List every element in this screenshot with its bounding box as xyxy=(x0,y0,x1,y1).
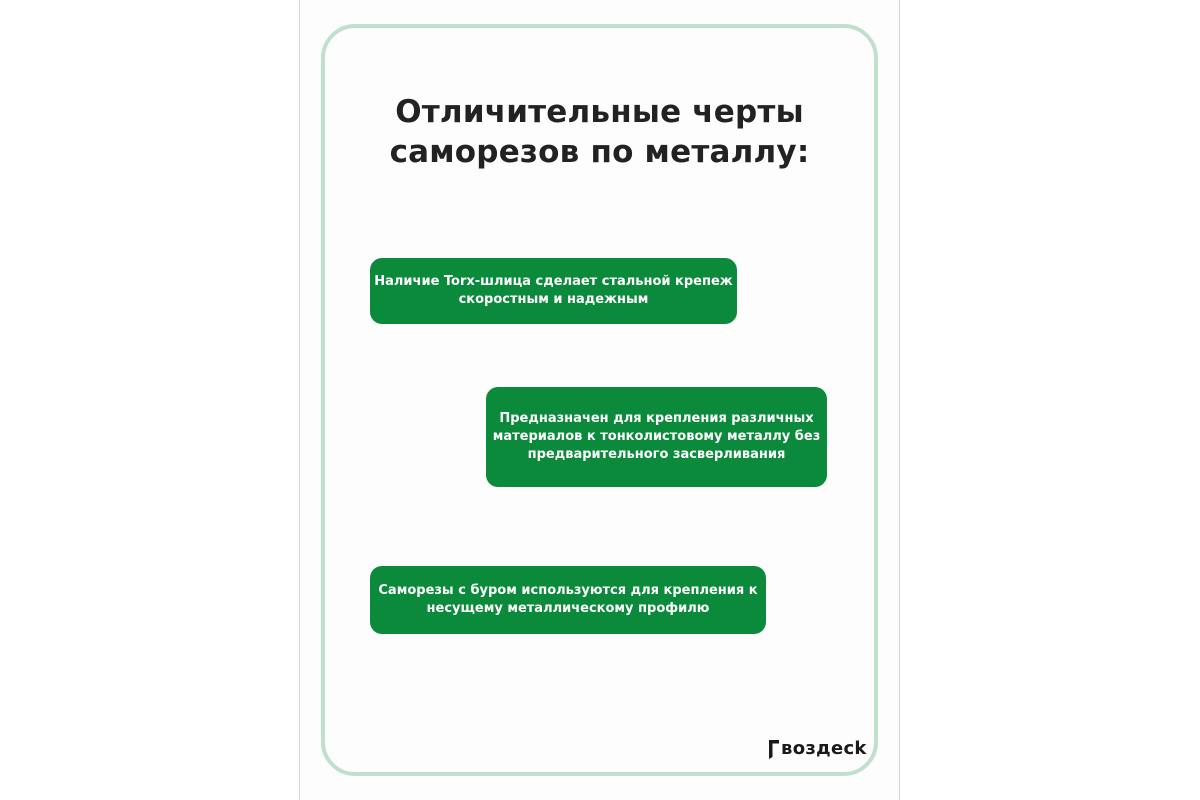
title-line-1: Отличительные черты xyxy=(395,94,804,130)
page-title xyxy=(321,92,878,172)
title-line-2: саморезов по металлу: xyxy=(389,134,810,170)
feature-text-line: скоростным и надежным xyxy=(458,292,649,307)
brand-logo-text: воздeck xyxy=(781,738,867,759)
feature-card-drill xyxy=(370,566,766,634)
feature-card-torx xyxy=(370,258,737,324)
feature-text-line: Наличие Torx-шлица сделает стальной крепеж xyxy=(374,274,733,289)
feature-text-line: несущему металлическому профилю xyxy=(426,601,710,616)
feature-card-purpose xyxy=(486,387,827,487)
feature-text-line: предварительного засверливания xyxy=(527,447,786,462)
feature-text-line: Предназначен для крепления различных xyxy=(499,411,814,426)
brand-g-icon xyxy=(768,737,780,759)
brand-logo xyxy=(768,733,867,759)
feature-text-line: материалов к тонколистовому металлу без xyxy=(492,429,821,444)
feature-text-line: Саморезы с буром используются для крепления к xyxy=(378,583,758,598)
